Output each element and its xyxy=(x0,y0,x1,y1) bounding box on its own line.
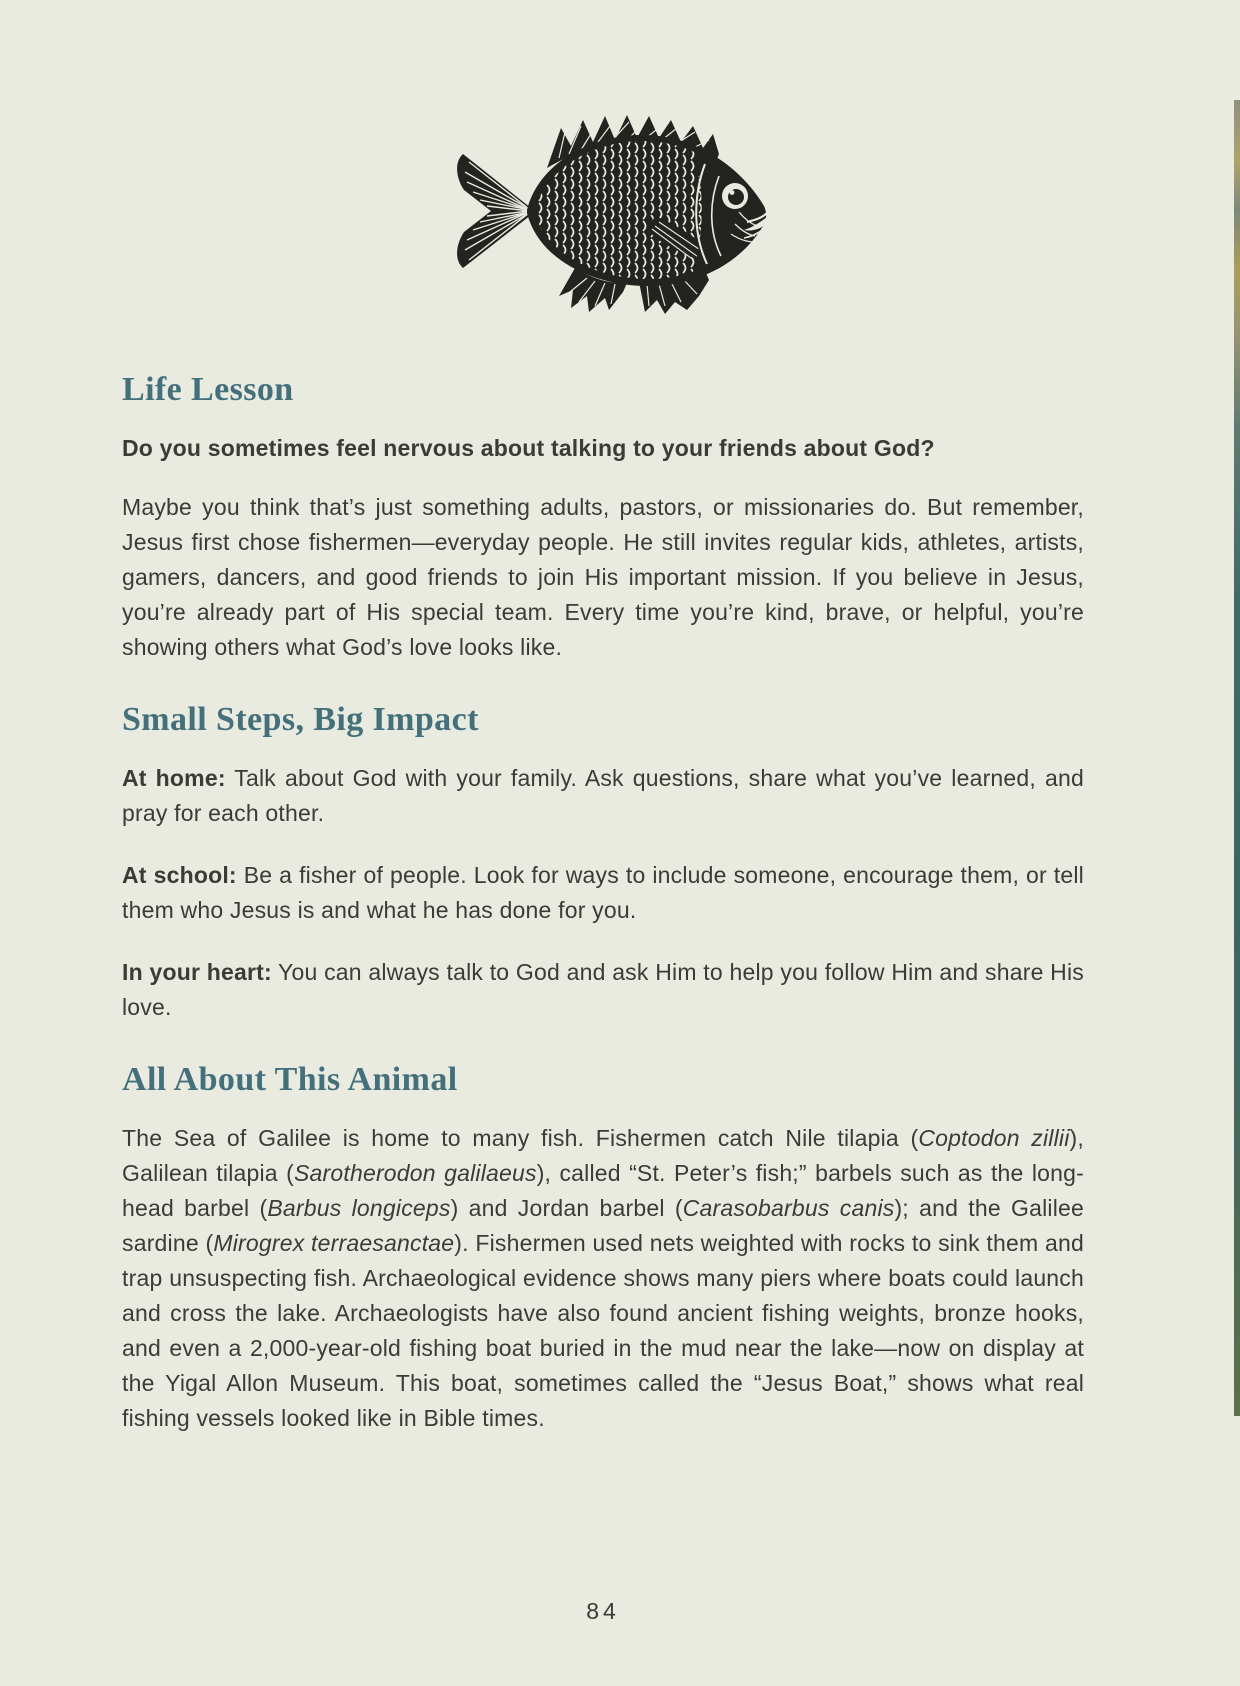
fish-eye xyxy=(722,183,748,209)
life-lesson-question: Do you sometimes feel nervous about talking to your friends about God? xyxy=(122,435,935,461)
section-heading-all-about: All About This Animal xyxy=(122,1061,458,1098)
fish-tail xyxy=(457,154,531,268)
all-about-paragraph: The Sea of Galilee is home to many fish. Fishermen catch Nile tilapia (Coptodon zillii), Galilean tilapia (Sarotherodon galilaeus), called “St. Peter’s fish;” barbels such as the long-head barbel (Barbus longiceps) and Jordan barbel (Carasobarbus canis); and the Galilee sardine (Mirogrex terraesanctae). Fishermen used nets weighted with rocks to sink them and trap unsuspecting fish. Archaeological evidence shows many piers where boats could launch and cross the lake. Archaeologists have also found ancient fishing weights, bronze hooks, and even a 2,000-year-old fishing boat buried in the mud near the lake—now on display at the Yigal Allon Museum. This boat, sometimes called the “Jesus Boat,” shows what real fishing vessels looked like in Bible times. xyxy=(122,1125,1085,1431)
section-life-lesson xyxy=(122,371,1084,665)
tilapia-fish-woodcut-icon xyxy=(447,100,777,315)
fish-illustration xyxy=(447,100,777,315)
small-steps-at-school: At school: Be a fisher of people. Look for ways to include someone, encourage them, or tell them who Jesus is and what he has done for you. xyxy=(122,862,1084,923)
small-steps-in-your-heart: In your heart: You can always talk to God and ask Him to help you follow Him and share His love. xyxy=(122,959,1084,1020)
small-steps-at-home: At home: Talk about God with your family. Ask questions, share what you’ve learned, and pray for each other. xyxy=(122,765,1084,826)
section-heading-small-steps: Small Steps, Big Impact xyxy=(122,701,479,738)
section-all-about xyxy=(122,1061,1084,1436)
page-number: 84 xyxy=(586,1598,620,1624)
adjacent-page-edge xyxy=(1234,100,1240,1416)
life-lesson-paragraph: Maybe you think that’s just something adults, pastors, or missionaries do. But remember, Jesus first chose fishermen—everyday people. He still invites regular kids, athletes, artists, gamers, dancers, and good friends to join His important mission. If you believe in Jesus, you’re already part of His special team. Every time you’re kind, brave, or helpful, you’re showing others what God’s love looks like. xyxy=(122,494,1084,660)
book-page xyxy=(0,100,1240,1686)
section-small-steps xyxy=(122,701,1084,1025)
page-content xyxy=(122,371,1084,1436)
section-heading-life-lesson: Life Lesson xyxy=(122,371,294,408)
